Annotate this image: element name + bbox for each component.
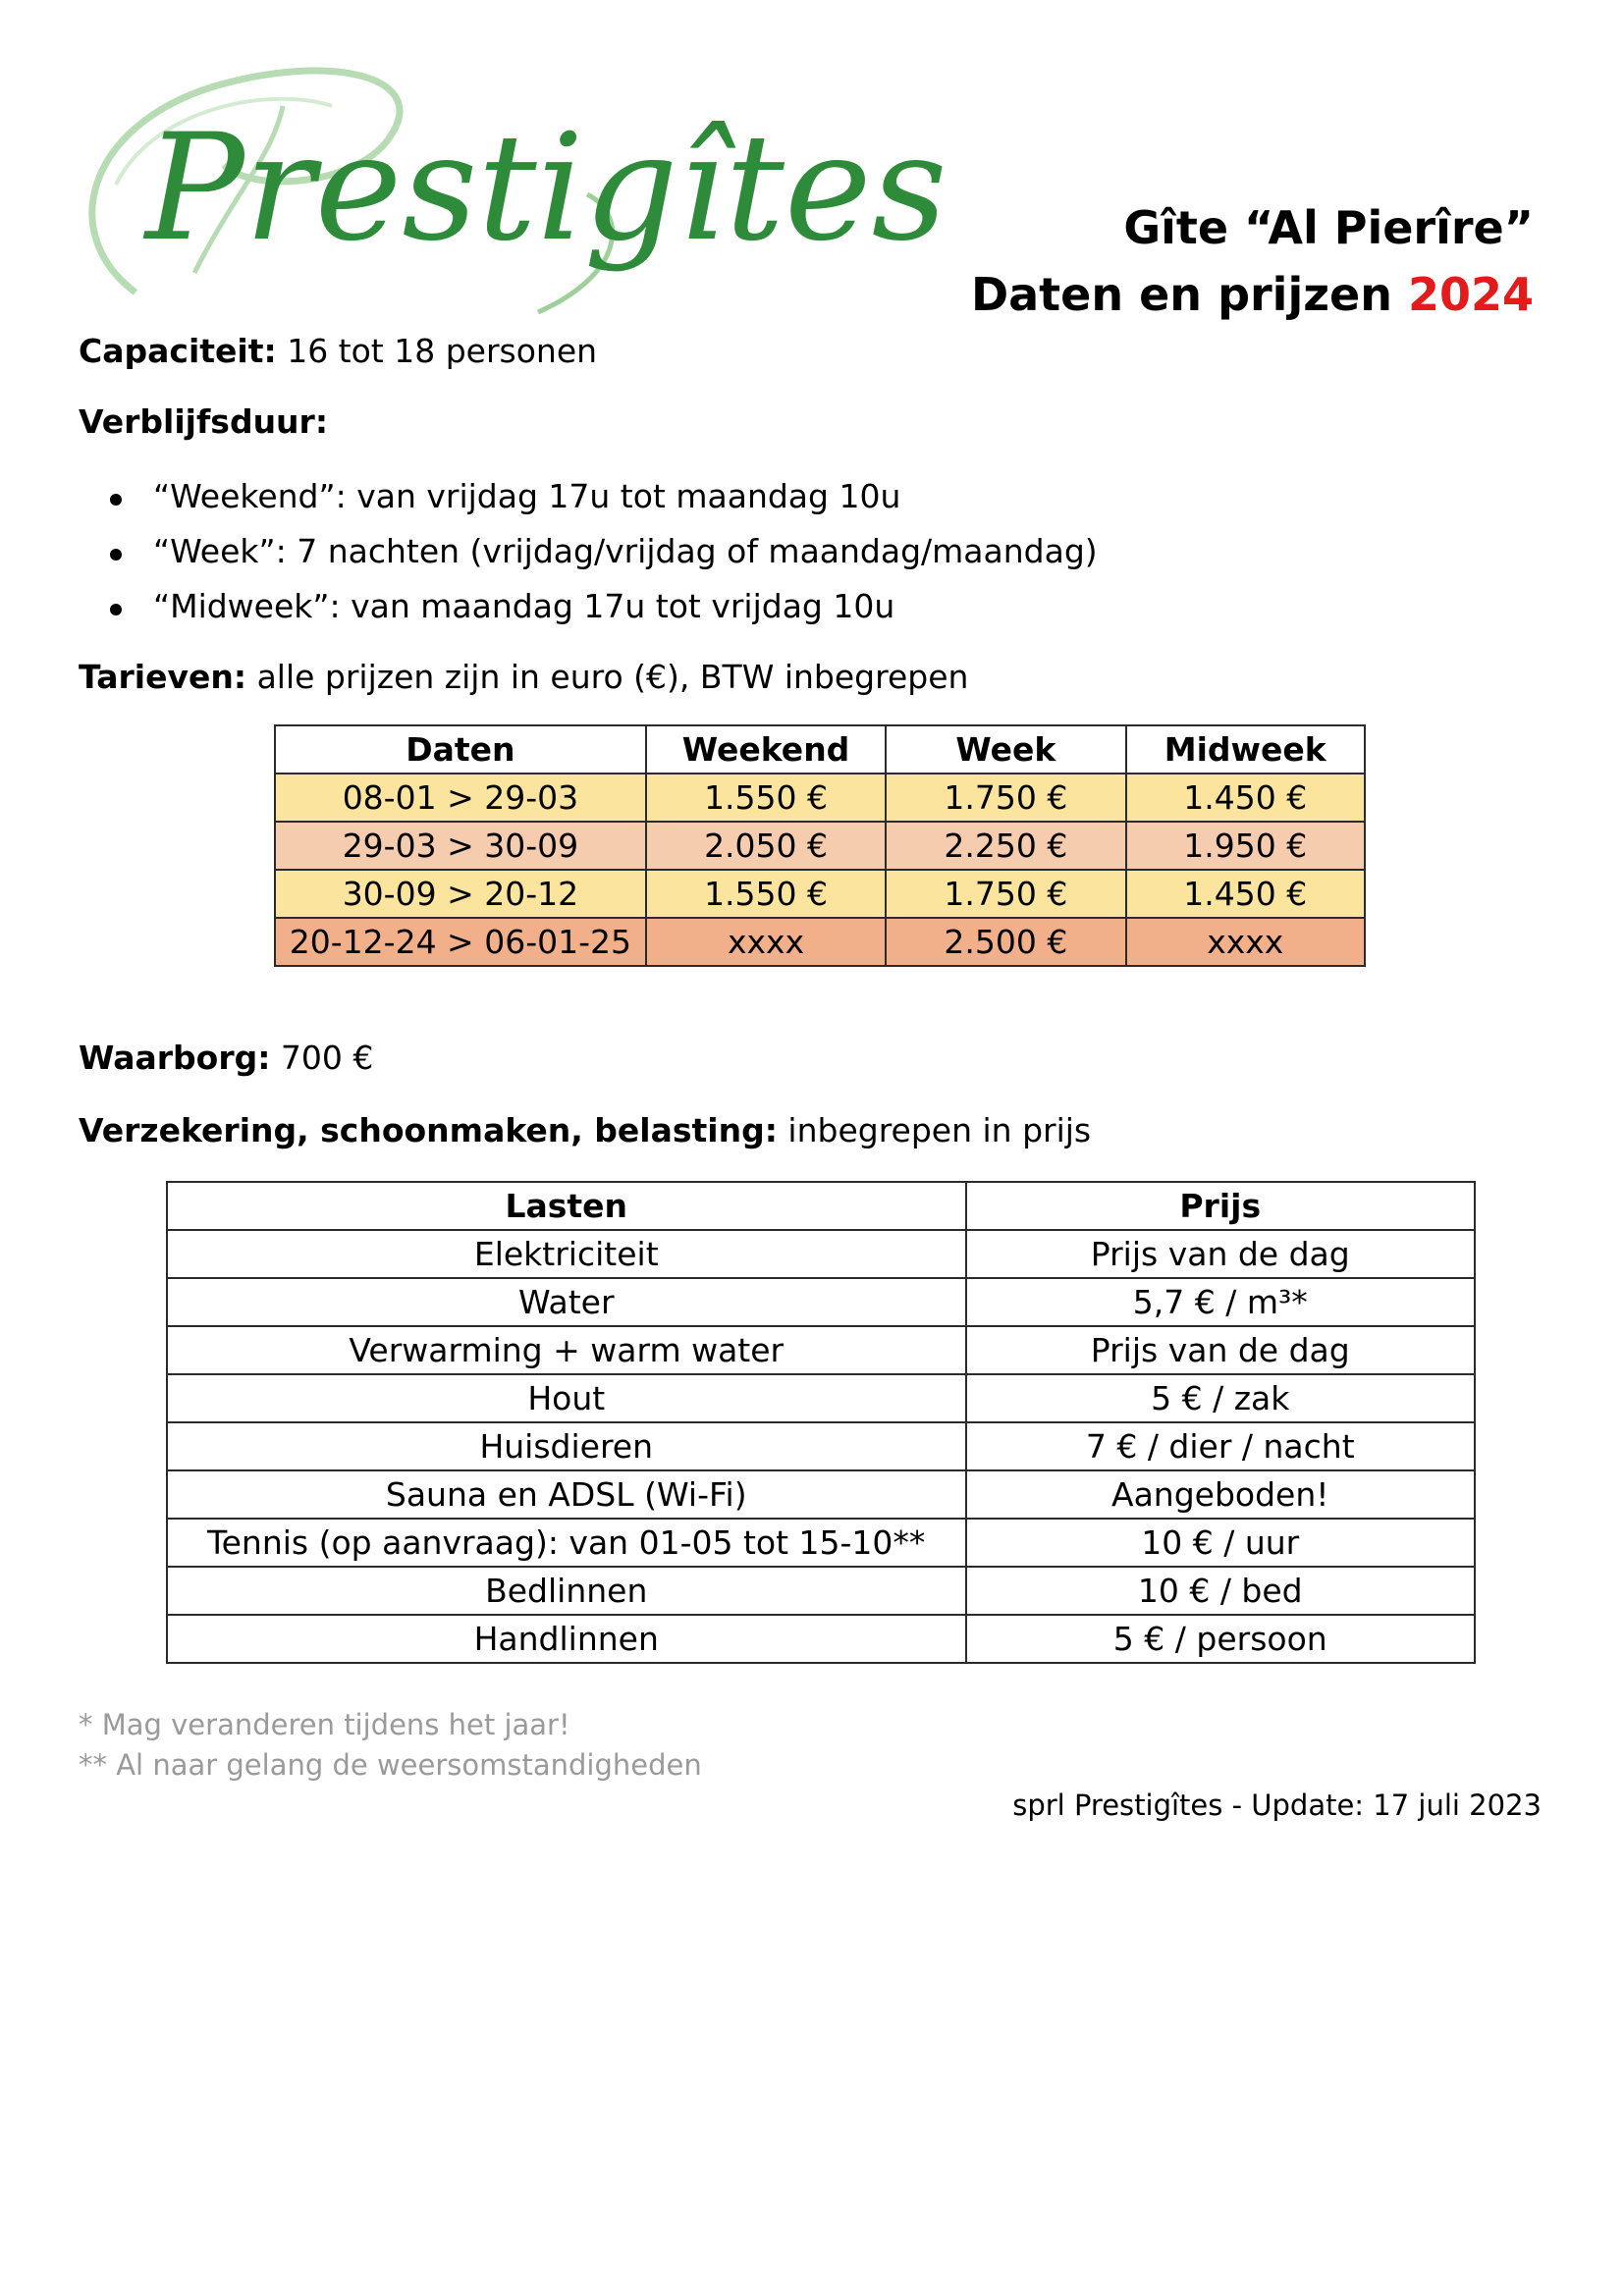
price-cell: xxxx: [646, 918, 887, 966]
included-label: Verzekering, schoonmaken, belasting:: [79, 1111, 778, 1149]
price-cell: 1.750 €: [886, 870, 1125, 918]
price-header-daten: Daten: [275, 725, 646, 774]
costs-price: Aangeboden!: [966, 1470, 1476, 1519]
costs-item: Handlinnen: [167, 1615, 966, 1663]
costs-header-lasten: Lasten: [167, 1182, 966, 1230]
costs-table-header: [167, 1182, 1475, 1230]
stay-label-text: Verblijfsduur:: [79, 402, 329, 441]
costs-row: [167, 1519, 1475, 1567]
price-cell: 1.550 €: [646, 870, 887, 918]
price-row: [275, 822, 1365, 870]
footer-update: sprl Prestigîtes - Update: 17 juli 2023: [1012, 1789, 1542, 1822]
prestigites-logo: [77, 47, 947, 322]
price-cell: 2.050 €: [646, 822, 887, 870]
costs-row: [167, 1230, 1475, 1278]
price-cell: 08-01 > 29-03: [275, 774, 646, 822]
capacity-label: Capaciteit:: [79, 332, 277, 370]
title-dates-prices-text: Daten en prijzen: [970, 268, 1408, 321]
included-value: inbegrepen in prijs: [777, 1111, 1092, 1149]
price-header-week: Week: [886, 725, 1125, 774]
costs-price: Prijs van de dag: [966, 1230, 1476, 1278]
costs-item: Tennis (op aanvraag): van 01-05 tot 15-10**: [167, 1519, 966, 1567]
costs-item: Sauna en ADSL (Wi-Fi): [167, 1470, 966, 1519]
price-cell: 1.750 €: [886, 774, 1125, 822]
rates-label: Tarieven:: [79, 658, 247, 696]
deposit-value: 700 €: [270, 1039, 374, 1077]
stay-label: [79, 402, 328, 441]
costs-price: 7 € / dier / nacht: [966, 1422, 1476, 1470]
price-cell: 1.950 €: [1126, 822, 1366, 870]
price-cell: 2.250 €: [886, 822, 1125, 870]
costs-header-prijs: Prijs: [966, 1182, 1476, 1230]
price-cell: 20-12-24 > 06-01-25: [275, 918, 646, 966]
included-line: [79, 1111, 1091, 1149]
deposit-label: Waarborg:: [79, 1039, 271, 1077]
price-cell: 29-03 > 30-09: [275, 822, 646, 870]
costs-item: Bedlinnen: [167, 1567, 966, 1615]
costs-table: [166, 1181, 1476, 1664]
capacity-line: [79, 332, 597, 370]
price-cell: 2.500 €: [886, 918, 1125, 966]
price-cell: 30-09 > 20-12: [275, 870, 646, 918]
costs-item: Huisdieren: [167, 1422, 966, 1470]
costs-price: 5 € / persoon: [966, 1615, 1476, 1663]
stay-list: [153, 469, 1098, 634]
costs-item: Verwarming + warm water: [167, 1326, 966, 1374]
costs-row: [167, 1374, 1475, 1422]
costs-row: [167, 1278, 1475, 1326]
costs-price: 10 € / uur: [966, 1519, 1476, 1567]
price-table: [274, 724, 1366, 967]
price-header-midweek: Midweek: [1126, 725, 1366, 774]
logo-graphic: [77, 47, 947, 322]
title-gite: Gîte “Al Pierîre”: [1123, 201, 1534, 254]
title-year: 2024: [1407, 268, 1534, 321]
costs-item: Hout: [167, 1374, 966, 1422]
costs-row: [167, 1615, 1475, 1663]
costs-price: Prijs van de dag: [966, 1326, 1476, 1374]
costs-row: [167, 1567, 1475, 1615]
costs-row: [167, 1470, 1475, 1519]
price-cell: xxxx: [1126, 918, 1366, 966]
price-row: [275, 918, 1365, 966]
costs-row: [167, 1422, 1475, 1470]
costs-price: 5,7 € / m³*: [966, 1278, 1476, 1326]
stay-item-midweek: “Midweek”: van maandag 17u tot vrijdag 10u: [153, 579, 1098, 634]
price-row: [275, 774, 1365, 822]
stay-item-weekend: “Weekend”: van vrijdag 17u tot maandag 10u: [153, 469, 1098, 524]
costs-price: 10 € / bed: [966, 1567, 1476, 1615]
title-dates-prices: [971, 261, 1534, 328]
price-header-weekend: Weekend: [646, 725, 887, 774]
price-cell: 1.450 €: [1126, 774, 1366, 822]
price-table-header: [275, 725, 1365, 774]
costs-price: 5 € / zak: [966, 1374, 1476, 1422]
costs-row: [167, 1326, 1475, 1374]
costs-item: Elektriciteit: [167, 1230, 966, 1278]
document-title: [971, 194, 1534, 328]
logo-text: Prestigîtes: [145, 103, 947, 274]
rates-line: [79, 658, 968, 696]
note-weather: ** Al naar gelang de weersomstandigheden: [79, 1748, 702, 1782]
stay-item-week: “Week”: 7 nachten (vrijdag/vrijdag of maandag/maandag): [153, 524, 1098, 579]
deposit-line: [79, 1039, 373, 1077]
price-cell: 1.450 €: [1126, 870, 1366, 918]
note-price-change: * Mag veranderen tijdens het jaar!: [79, 1708, 570, 1741]
costs-item: Water: [167, 1278, 966, 1326]
capacity-value: 16 tot 18 personen: [276, 332, 598, 370]
rates-value: alle prijzen zijn in euro (€), BTW inbegrepen: [246, 658, 969, 696]
price-cell: 1.550 €: [646, 774, 887, 822]
price-row: [275, 870, 1365, 918]
